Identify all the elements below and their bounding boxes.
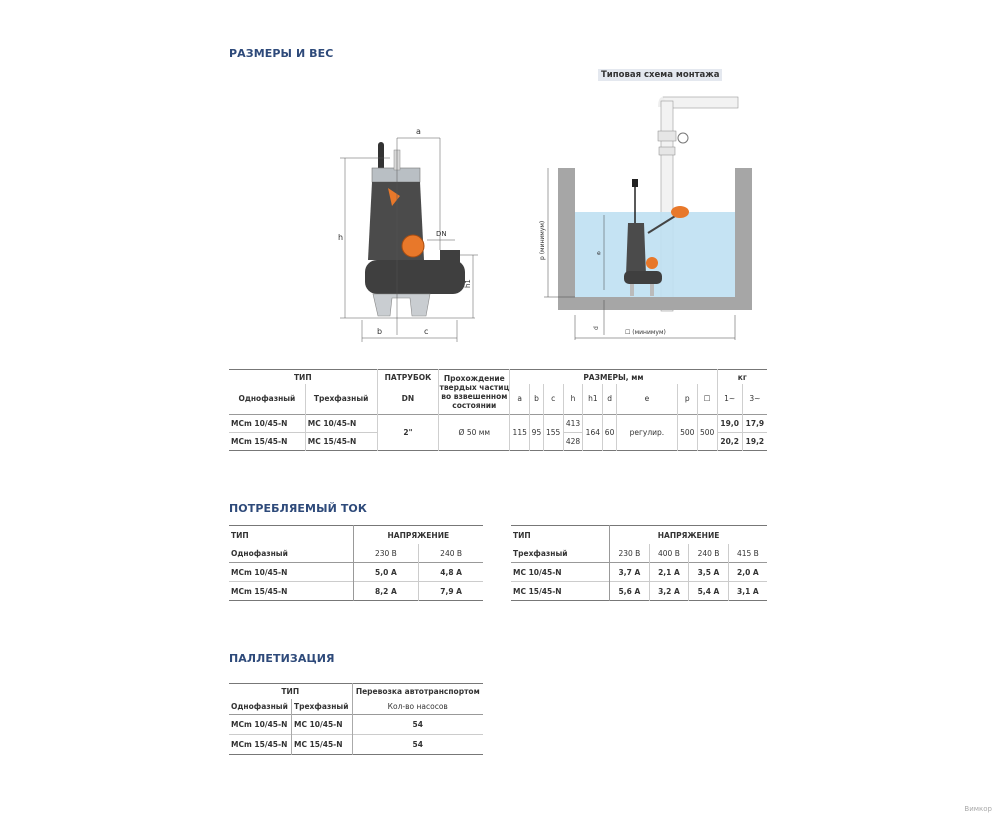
col-p: p bbox=[677, 384, 697, 414]
cur2-val: 3,2 A bbox=[649, 582, 689, 601]
col-single: Однофазный bbox=[238, 394, 296, 404]
cell-e: регулир. bbox=[616, 414, 677, 450]
cur1-val: 5,0 A bbox=[353, 563, 419, 582]
label-p: p (минимум) bbox=[539, 220, 546, 260]
table-row bbox=[229, 563, 483, 582]
col-h1: h1 bbox=[583, 384, 603, 414]
pump-dimension-diagram bbox=[330, 110, 490, 350]
col-c: c bbox=[543, 384, 563, 414]
col-sizes: РАЗМЕРЫ, мм bbox=[510, 370, 717, 385]
table-row bbox=[229, 582, 483, 601]
pal-qty: Кол-во насосов bbox=[352, 699, 483, 715]
pal-three: Трехфазный bbox=[291, 699, 352, 715]
cur2-voltage: НАПРЯЖЕНИЕ bbox=[657, 530, 720, 540]
col-tip: ТИП bbox=[293, 372, 312, 382]
col-h: h bbox=[563, 384, 583, 414]
pal-transport: Перевозка автотранспортом bbox=[352, 684, 483, 700]
cell-kg3: 19,2 bbox=[742, 432, 767, 450]
cur1-model: MCm 15/45-N bbox=[229, 582, 353, 601]
col-solids: Прохождение твердых частиц во взвешенном состоянии bbox=[439, 370, 510, 415]
cell-dn: 2" bbox=[377, 414, 439, 450]
col-d: d bbox=[603, 384, 617, 414]
cur2-val: 5,6 A bbox=[610, 582, 650, 601]
cur2-val: 2,0 A bbox=[728, 563, 767, 582]
dimensions-table bbox=[229, 369, 767, 451]
pump-body bbox=[365, 142, 465, 316]
pallet-title: ПАЛЛЕТИЗАЦИЯ bbox=[229, 652, 335, 665]
col-kg: кг bbox=[717, 370, 767, 385]
pal-cell-qty: 54 bbox=[352, 735, 483, 755]
cell-d: 60 bbox=[603, 414, 617, 450]
col-kg3: 3~ bbox=[742, 384, 767, 414]
cur1-val: 8,2 A bbox=[353, 582, 419, 601]
cur2-val: 5,4 A bbox=[689, 582, 729, 601]
col-patrubok: ПАТРУБОК bbox=[377, 370, 439, 385]
cell-square: 500 bbox=[697, 414, 717, 450]
cell-h: 428 bbox=[563, 432, 583, 450]
cur2-val: 3,1 A bbox=[728, 582, 767, 601]
pallet-table bbox=[229, 683, 483, 755]
cell-a: 115 bbox=[510, 414, 530, 450]
current-single-table bbox=[229, 525, 483, 601]
cell-solids: Ø 50 мм bbox=[439, 414, 510, 450]
cur2-v: 415 В bbox=[728, 544, 767, 563]
cur1-phase: Однофазный bbox=[229, 544, 353, 563]
dimensions-title: РАЗМЕРЫ И ВЕС bbox=[229, 47, 334, 60]
pal-single: Однофазный bbox=[231, 702, 288, 711]
label-a: a bbox=[416, 127, 421, 136]
cur1-val: 7,9 A bbox=[419, 582, 483, 601]
cur1-v230: 230 В bbox=[374, 548, 397, 558]
cur1-model: MCm 10/45-N bbox=[229, 563, 353, 582]
cur1-v240: 240 В bbox=[419, 544, 483, 563]
col-b: b bbox=[530, 384, 544, 414]
cell-kg1: 20,2 bbox=[717, 432, 742, 450]
label-b: b bbox=[377, 327, 383, 336]
col-three: Трехфазный bbox=[305, 384, 377, 414]
label-e: e bbox=[597, 250, 601, 257]
cell-c: 155 bbox=[543, 414, 563, 450]
cur2-model: MC 15/45-N bbox=[511, 582, 610, 601]
label-d: d bbox=[593, 326, 600, 330]
col-e: e bbox=[616, 384, 677, 414]
cur2-val: 3,7 A bbox=[610, 563, 650, 582]
cur2-model: MC 10/45-N bbox=[511, 563, 610, 582]
label-h: h bbox=[338, 233, 344, 242]
pal-cell-qty: 54 bbox=[352, 715, 483, 735]
watermark: Вимкор bbox=[964, 805, 992, 813]
cur2-v: 240 В bbox=[689, 544, 729, 563]
pal-cell-single: MCm 15/45-N bbox=[229, 735, 291, 755]
cell-three: MC 15/45-N bbox=[305, 432, 377, 450]
current-title: ПОТРЕБЛЯЕМЫЙ ТОК bbox=[229, 502, 367, 515]
cur2-val: 3,5 A bbox=[689, 563, 729, 582]
cur2-v: 400 В bbox=[649, 544, 689, 563]
current-three-table bbox=[511, 525, 767, 601]
cur1-val: 4,8 A bbox=[419, 563, 483, 582]
cell-h1: 164 bbox=[583, 414, 603, 450]
label-dn: DN bbox=[436, 230, 447, 238]
cur2-val: 2,1 A bbox=[649, 563, 689, 582]
cell-three: MC 10/45-N bbox=[305, 414, 377, 432]
cell-h: 413 bbox=[563, 414, 583, 432]
table-row bbox=[511, 582, 767, 601]
col-square: ☐ bbox=[697, 384, 717, 414]
cur2-v: 230 В bbox=[618, 548, 641, 558]
install-caption: Типовая схема монтажа bbox=[598, 69, 722, 81]
col-kg1: 1~ bbox=[717, 384, 742, 414]
label-c: c bbox=[424, 327, 429, 336]
cur1-tip: ТИП bbox=[229, 526, 353, 545]
installation-diagram bbox=[530, 85, 780, 350]
cur2-phase: Трехфазный bbox=[511, 544, 610, 563]
col-dn: DN bbox=[377, 384, 439, 414]
table-row bbox=[229, 715, 483, 735]
cell-p: 500 bbox=[677, 414, 697, 450]
pal-cell-single: MCm 10/45-N bbox=[229, 715, 291, 735]
pal-cell-three: MC 10/45-N bbox=[291, 715, 352, 735]
col-a: a bbox=[510, 384, 530, 414]
table-row bbox=[511, 563, 767, 582]
table-row bbox=[229, 414, 767, 432]
label-h1: h1 bbox=[464, 279, 472, 288]
table-row bbox=[229, 735, 483, 755]
cell-kg1: 19,0 bbox=[717, 414, 742, 432]
cur2-tip: ТИП bbox=[511, 526, 610, 545]
cur1-voltage: НАПРЯЖЕНИЕ bbox=[387, 530, 450, 540]
cell-single: MCm 15/45-N bbox=[229, 432, 305, 450]
cell-kg3: 17,9 bbox=[742, 414, 767, 432]
cell-single: MCm 10/45-N bbox=[229, 414, 305, 432]
pal-cell-three: MC 15/45-N bbox=[291, 735, 352, 755]
pal-tip: ТИП bbox=[281, 687, 300, 696]
cell-b: 95 bbox=[530, 414, 544, 450]
label-square: ☐ (минимум) bbox=[625, 329, 666, 336]
